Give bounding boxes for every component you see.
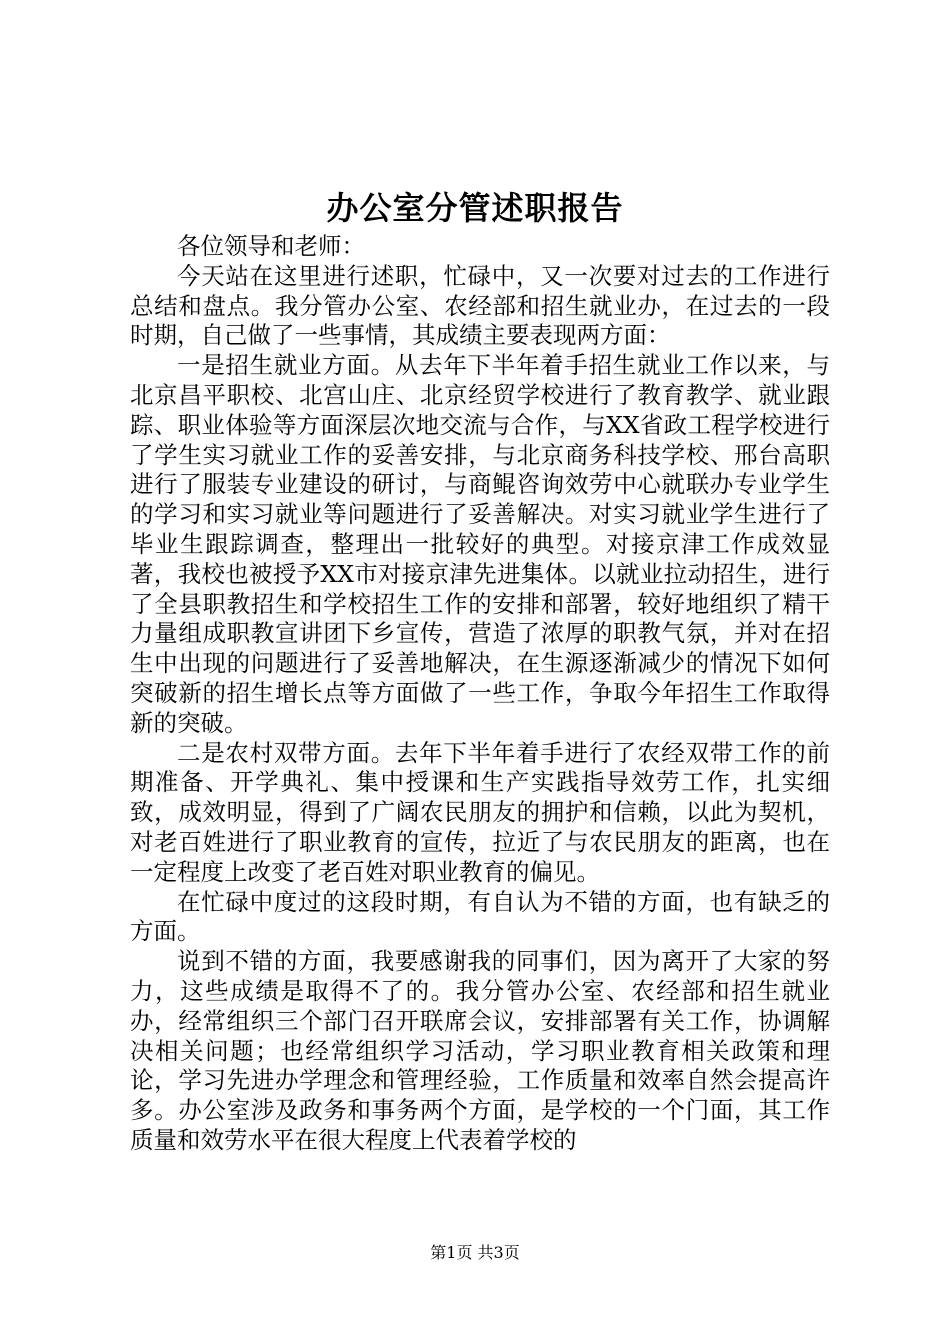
page-title: 办公室分管述职报告 xyxy=(326,189,624,227)
paragraph-strengths: 说到不错的方面，我要感谢我的同事们，因为离开了大家的努力，这些成绩是取得不了的。我分管办公室、农经部和招生就业办，经常组织三个部门召开联席会议，安排部署有关工作，协调解决相关问题；也经常组织学习活动，学习职业教育相关政策和理论，学习先进办学理念和管理经验，工作质量和效率自然会提高许多。办公室涉及政务和事务两个方面，是学校的一个门面，其工作质量和效劳水平在很大程度上代表着学校的 xyxy=(130,947,830,1154)
document-body xyxy=(130,232,830,1156)
paragraph-summary: 在忙碌中度过的这段时期，有自认为不错的方面，也有缺乏的方面。 xyxy=(130,887,830,946)
salutation: 各位领导和老师： xyxy=(177,232,365,260)
page-footer: 第1页 共3页 xyxy=(430,1243,520,1262)
paragraph-employment: 一是招生就业方面。从去年下半年着手招生就业工作以来，与北京昌平职校、北宫山庄、北京经贸学校进行了教育教学、就业跟踪、职业体验等方面深层次地交流与合作，与XX省政工程学校进行了学生实习就业工作的妥善安排，与北京商务科技学校、邢台高职进行了服装专业建设的研讨，与商鲲咨询效劳中心就联办专业学生的学习和实习就业等问题进行了妥善解决。对实习就业学生进行了毕业生跟踪调查，整理出一批较好的典型。对接京津工作成效显著，我校也被授予XX市对接京津先进集体。以就业拉动招生，进行了全县职教招生和学校招生工作的安排和部署，较好地组织了精干力量组成职教宣讲团下乡宣传，营造了浓厚的职教气氛，并对在招生中出现的问题进行了妥善地解决，在生源逐渐减少的情况下如何突破新的招生增长点等方面做了一些工作，争取今年招生工作取得新的突破。 xyxy=(130,351,830,737)
paragraph-rural: 二是农村双带方面。去年下半年着手进行了农经双带工作的前期准备、开学典礼、集中授课和生产实践指导效劳工作，扎实细致，成效明显，得到了广阔农民朋友的拥护和信赖，以此为契机，对老百姓进行了职业教育的宣传，拉近了与农民朋友的距离，也在一定程度上改变了老百姓对职业教育的偏见。 xyxy=(130,738,830,886)
paragraph-intro: 今天站在这里进行述职，忙碌中，又一次要对过去的工作进行总结和盘点。我分管办公室、农经部和招生就业办，在过去的一段时期，自己做了一些事情，其成绩主要表现两方面： xyxy=(130,261,830,350)
